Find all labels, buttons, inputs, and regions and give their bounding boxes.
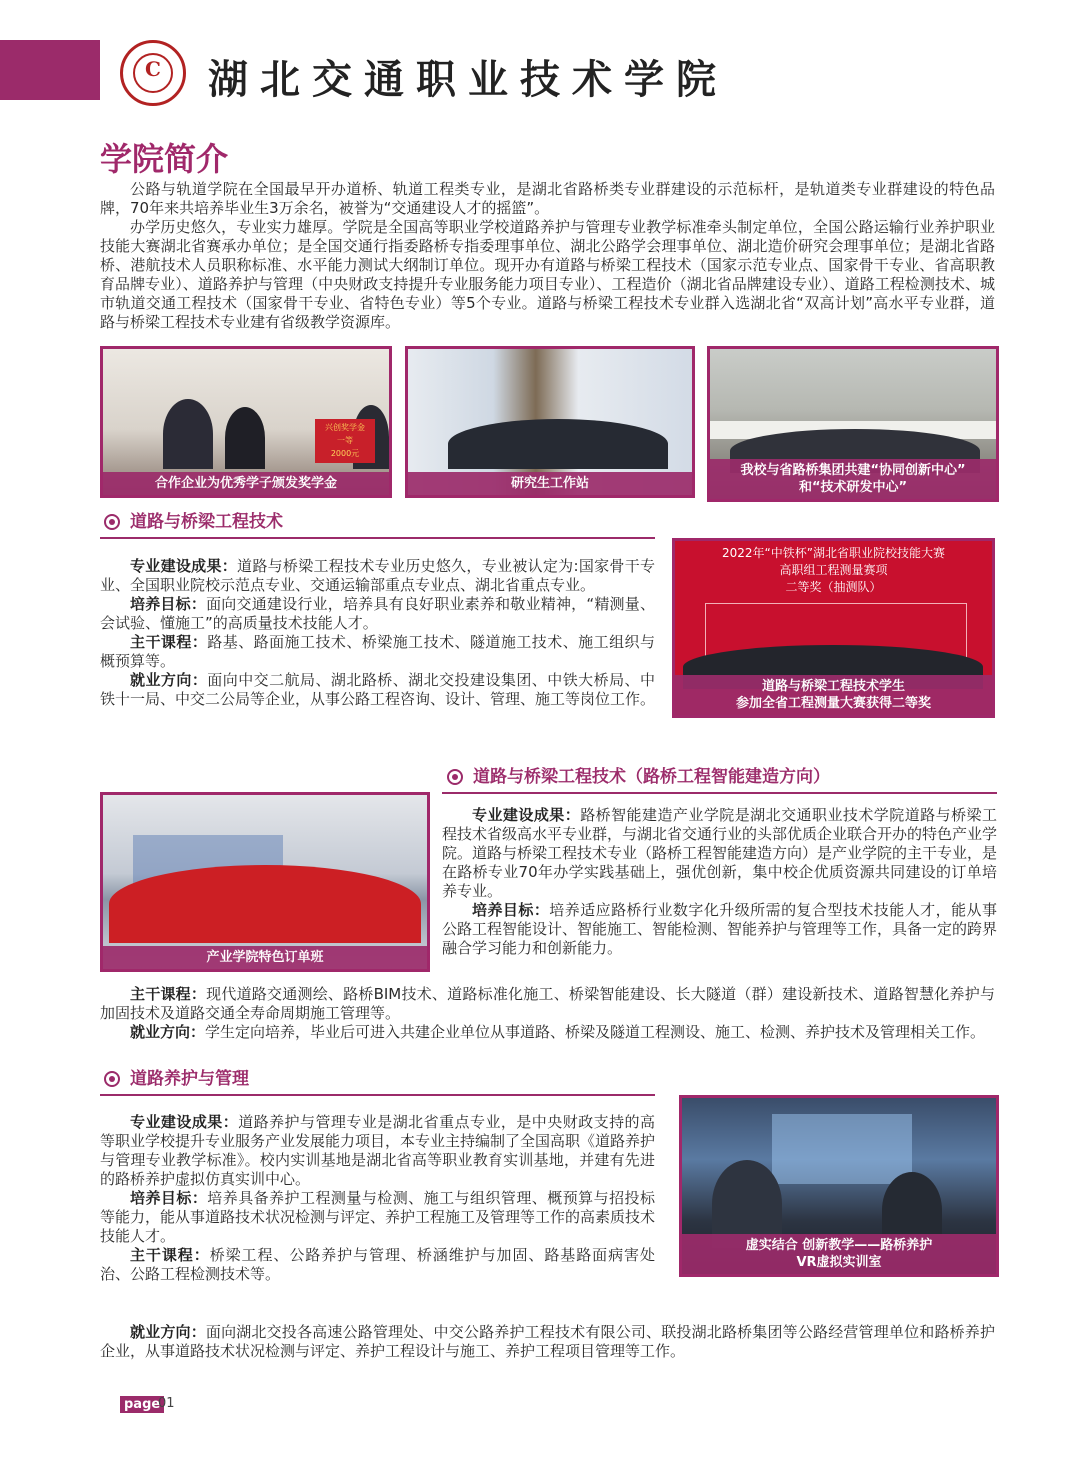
circle-bullet-icon [104,1071,120,1087]
photo-research-station [405,346,695,498]
section-divider [100,1094,655,1096]
photo-innovation-center [707,346,999,502]
school-seal-icon: C [120,40,186,106]
header-accent-block [0,40,100,100]
section-3-body: 专业建设成果：道路养护与管理专业是湖北省重点专业，是中央财政支持的高等职业学校提升专业服务产业发展能力项目，本专业主持编制了全国高职《道路养护与管理专业教学标准》。校内实训基地是湖北省高等职业教育实训基地，并建有先进的路桥养护虚拟仿真实训中心。 培养目标：培养具备养护工程测量与检测、施工与组织管理、概预算与招投标等能力，能从事道路技术状况检测与评定、养护工程施工及管理等工作的高素质技术技能人才。 主干课程：桥梁工程、公路养护与管理、桥涵维护与加固、路基路面病害处治、公路工程检测技术等。 [100,1113,656,1283]
scholarship-sign: 兴创奖学金 一等 2000元 [315,419,375,463]
photo-caption: 产业学院特色订单班 [103,946,427,969]
section-1-body: 专业建设成果：道路与桥梁工程技术专业历史悠久，专业被认定为:国家骨干专业、全国职业院校示范点专业、交通运输部重点专业点、湖北省重点专业。 培养目标：面向交通建设行业，培养具有良好职业素养和敬业精神，“精测量、会试验、懂施工”的高质量技术技能人才。 主干课程：路基、路面施工技术、桥梁施工技术、隧道施工技术、施工组织与概预算等。 就业方向：面向中交二航局、湖北路桥、湖北交投建设集团、中铁大桥局、中铁十一局、中交二公局等企业，从事公路工程咨询、设计、管理、施工等岗位工作。 [100,557,656,708]
section-title-smart-construction: 道路与桥梁工程技术（路桥工程智能建造方向） [447,762,830,787]
photo-scholarship [100,346,392,498]
intro-text [100,180,995,332]
photo-order-class [100,792,430,972]
intro-paragraph-1: 公路与轨道学院在全国最早开办道桥、轨道工程类专业，是湖北省路桥类专业群建设的示范标杆，是轨道类专业群建设的特色品牌，70年来共培养毕业生3万余名，被誉为“交通建设人才的摇篮”。 [100,180,995,217]
school-name: 湖北交通职业技术学院 [208,56,728,103]
photo-vr-lab [679,1095,999,1277]
photo-caption: 研究生工作站 [408,472,692,495]
section-title-road-maintenance: 道路养护与管理 [104,1064,249,1089]
photo-caption: 合作企业为优秀学子颁发奖学金 [103,472,389,495]
photo-caption: 虚实结合 创新教学——路桥养护 VR虚拟实训室 [682,1234,996,1274]
section-divider [442,792,997,794]
section-divider [100,537,655,539]
photo-contest-award: 2022年“中铁杯”湖北省职业院校技能大赛 高职组工程测量赛项 二等奖（抽测队） 道路与桥梁工程技术学生 参加全省工程测量大赛获得二等奖 [672,538,995,718]
section-2-body: 专业建设成果：路桥智能建造产业学院是湖北交通职业技术学院道路与桥梁工程技术省级高水平专业群，与湖北省交通行业的头部优质企业联合开办的特色产业学院。道路与桥梁工程技术专业（路桥工程智能建造方向）是产业学院的主干专业，是在路桥专业70年办学实践基础上，强优创新，集中校企优质资源共同建设的订单培养专业。 培养目标：培养适应路桥行业数字化升级所需的复合型技术技能人才，能从事公路工程智能设计、智能施工、智能检测、智能养护与管理等工作，具备一定的跨界融合学习能力和创新能力。 [442,806,998,957]
intro-paragraph-2: 办学历史悠久，专业实力雄厚。学院是全国高等职业学校道路养护与管理专业教学标准牵头制定单位，全国公路运输行业养护职业技能大赛湖北省赛承办单位；是全国交通行指委路桥专指委理事单位、湖北公路学会理事单位、湖北造价研究会理事单位；是湖北省路桥、港航技术人员职称标准、水平能力测试大纲制订单位。现开办有道路与桥梁工程技术（国家示范专业点、国家骨干专业、省高职教育品牌专业）、道路养护与管理（中央财政支持提升专业服务能力项目专业）、工程造价（湖北省品牌建设专业）、道路工程检测技术、城市轨道交通工程技术（国家骨干专业、省特色专业）等5个专业。道路与桥梁工程技术专业群入选湖北省“双高计划”高水平专业群，道路与桥梁工程技术专业建有省级教学资源库。 [100,218,995,331]
section-2-body-cont: 主干课程：现代道路交通测绘、路桥BIM技术、道路标准化施工、桥梁智能建设、长大隧道（群）建设新技术、道路智慧化养护与加固技术及道路交通全寿命周期施工管理等。 就业方向：学生定向培养，毕业后可进入共建企业单位从事道路、桥梁及隧道工程测设、施工、检测、养护技术及管理相关工作。 [100,985,995,1041]
circle-bullet-icon [447,769,463,785]
section-title-road-bridge: 道路与桥梁工程技术 [104,507,283,532]
section-3-employment: 就业方向：面向湖北交投各高速公路管理处、中交公路养护工程技术有限公司、联投湖北路桥集团等公路经营管理单位和路桥养护企业，从事道路技术状况检测与评定、养护工程设计与施工、养护工程项目管理等工作。 [100,1323,995,1360]
page-label: page [120,1396,164,1413]
photo-caption: 我校与省路桥集团共建“协同创新中心” 和“技术研发中心” [710,459,996,499]
photo-caption: 道路与桥梁工程技术学生 参加全省工程测量大赛获得二等奖 [675,675,992,715]
page-title: 学院简介 [100,140,229,178]
page-number: 01 [158,1396,175,1411]
circle-bullet-icon [104,514,120,530]
